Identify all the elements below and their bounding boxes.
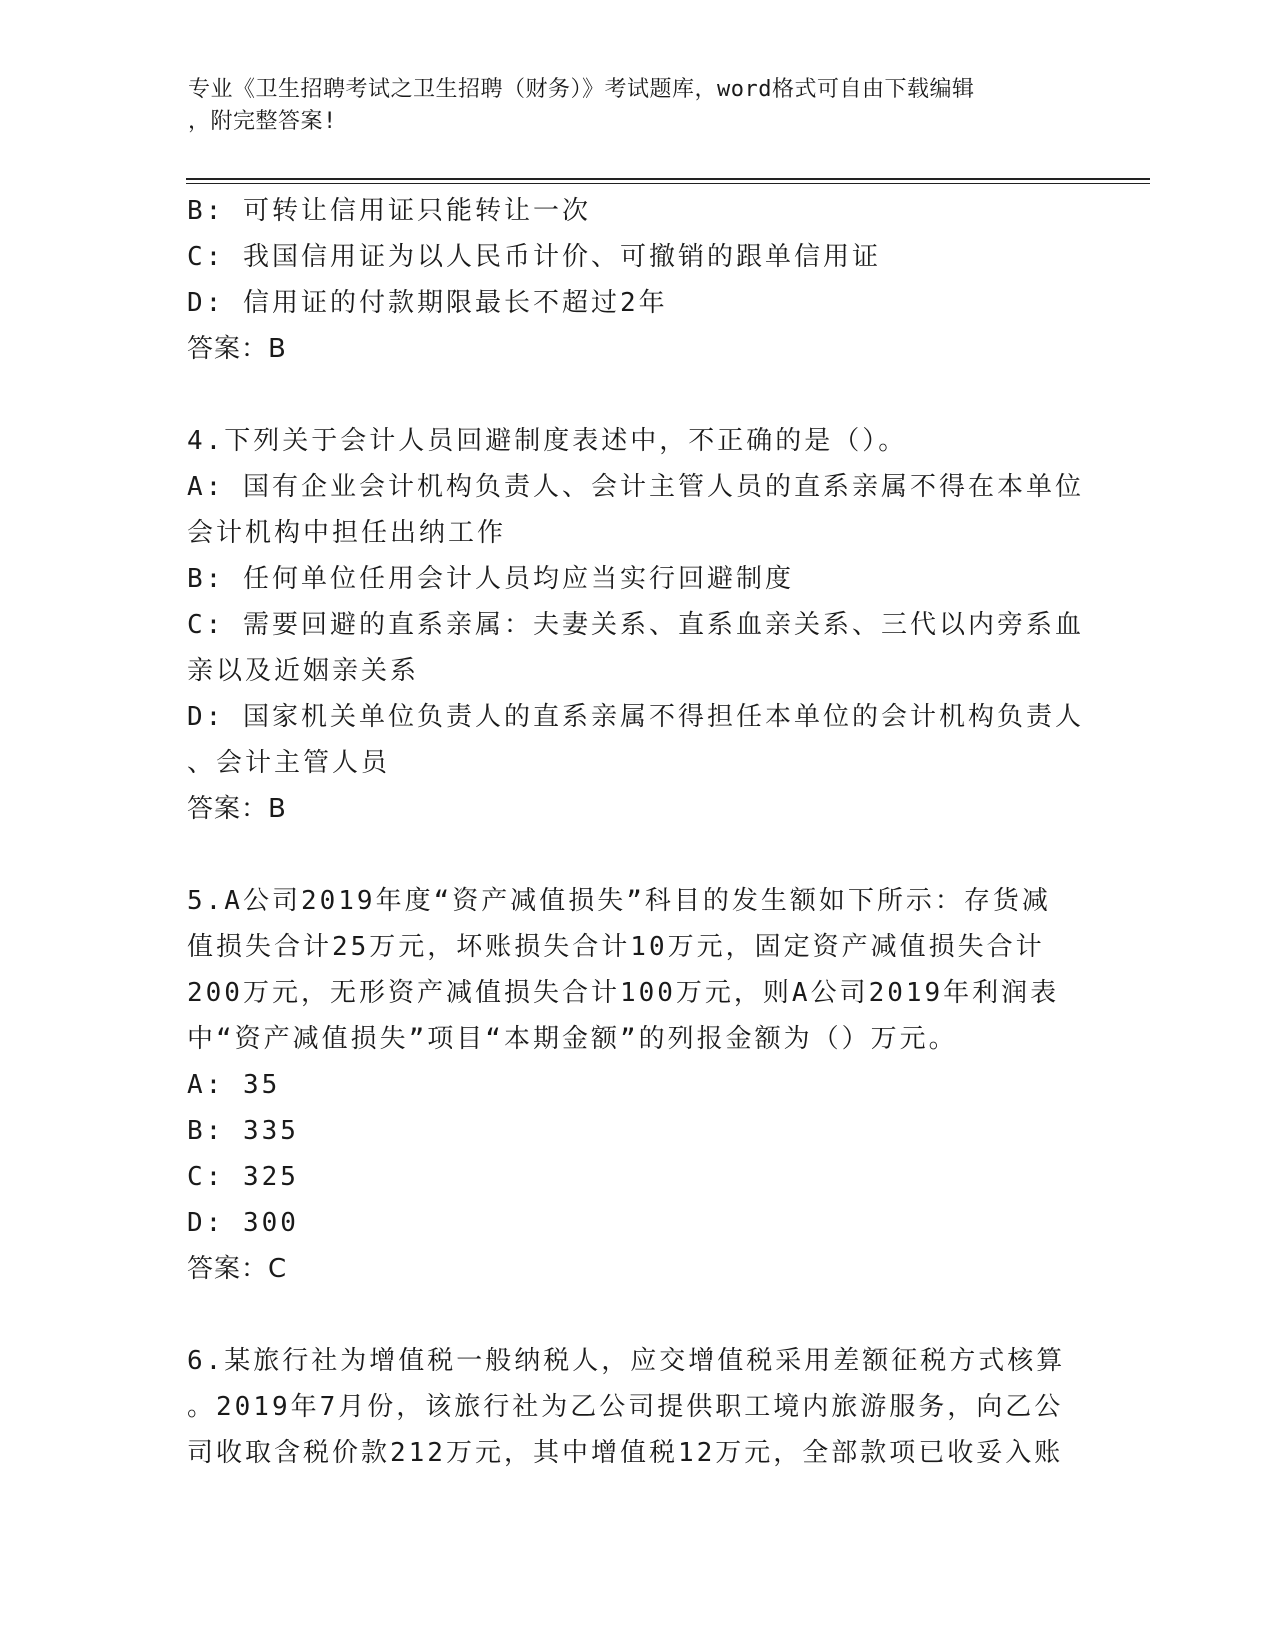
q3-option-d: D: 信用证的付款期限最长不超过2年: [187, 288, 668, 318]
question-5-block: [187, 878, 1077, 1292]
header-line-1: 专业《卫生招聘考试之卫生招聘（财务）》考试题库，word格式可自由下载编辑: [188, 77, 975, 102]
q4-option-d: D: 国家机关单位负责人的直系亲属不得担任本单位的会计机构负责人: [187, 702, 1084, 732]
q3-answer: 答案：B: [187, 334, 287, 364]
q5-option-d: D: 300: [187, 1208, 299, 1238]
header-divider-thick: [186, 178, 1150, 180]
q4-option-a-cont: 会计机构中担任出纳工作: [187, 518, 507, 548]
q6-question-line: 6.某旅行社为增值税一般纳税人，应交增值税采用差额征税方式核算: [187, 1346, 1066, 1376]
question-4-block: [187, 418, 1084, 832]
spacer: [187, 372, 1077, 418]
q5-question-line: 200万元，无形资产减值损失合计100万元，则A公司2019年利润表: [187, 978, 1060, 1008]
q4-option-c-cont: 亲以及近姻亲关系: [187, 656, 420, 686]
q6-question-line: 。2019年7月份，该旅行社为乙公司提供职工境内旅游服务，向乙公: [187, 1392, 1064, 1422]
q5-option-a: A: 35: [187, 1070, 281, 1100]
q4-option-a: A: 国有企业会计机构负责人、会计主管人员的直系亲属不得在本单位: [187, 472, 1084, 502]
q3-option-b: B: 可转让信用证只能转让一次: [187, 196, 591, 226]
q3-option-c: C: 我国信用证为以人民币计价、可撤销的跟单信用证: [187, 242, 881, 272]
q4-option-c: C: 需要回避的直系亲属：夫妻关系、直系血亲关系、三代以内旁系血: [187, 610, 1084, 640]
q5-option-b: B: 335: [187, 1116, 299, 1146]
question-6-block: [187, 1338, 1077, 1476]
q5-question-line: 中“资产减值损失”项目“本期金额”的列报金额为（）万元。: [187, 1024, 958, 1054]
q5-option-c: C: 325: [187, 1162, 299, 1192]
q4-question: 4.下列关于会计人员回避制度表述中，不正确的是（）。: [187, 426, 908, 456]
q5-question-line: 5.A公司2019年度“资产减值损失”科目的发生额如下所示：存货减: [187, 886, 1051, 916]
spacer: [187, 832, 1077, 878]
spacer: [187, 1292, 1077, 1338]
document-header: [188, 74, 1068, 138]
q5-question-line: 值损失合计25万元，坏账损失合计10万元，固定资产减值损失合计: [187, 932, 1045, 962]
q4-answer: 答案：B: [187, 794, 287, 824]
question-3-block: [187, 188, 1077, 372]
document-body: [187, 188, 1084, 1476]
q4-option-d-cont: 、会计主管人员: [187, 748, 391, 778]
q4-option-b: B: 任何单位任用会计人员均应当实行回避制度: [187, 564, 794, 594]
header-line-2: ，附完整答案!: [188, 109, 337, 134]
q6-question-line: 司收取含税价款212万元，其中增值税12万元，全部款项已收妥入账: [187, 1438, 1064, 1468]
q5-answer: 答案：C: [187, 1254, 288, 1284]
header-divider-thin: [186, 183, 1150, 184]
